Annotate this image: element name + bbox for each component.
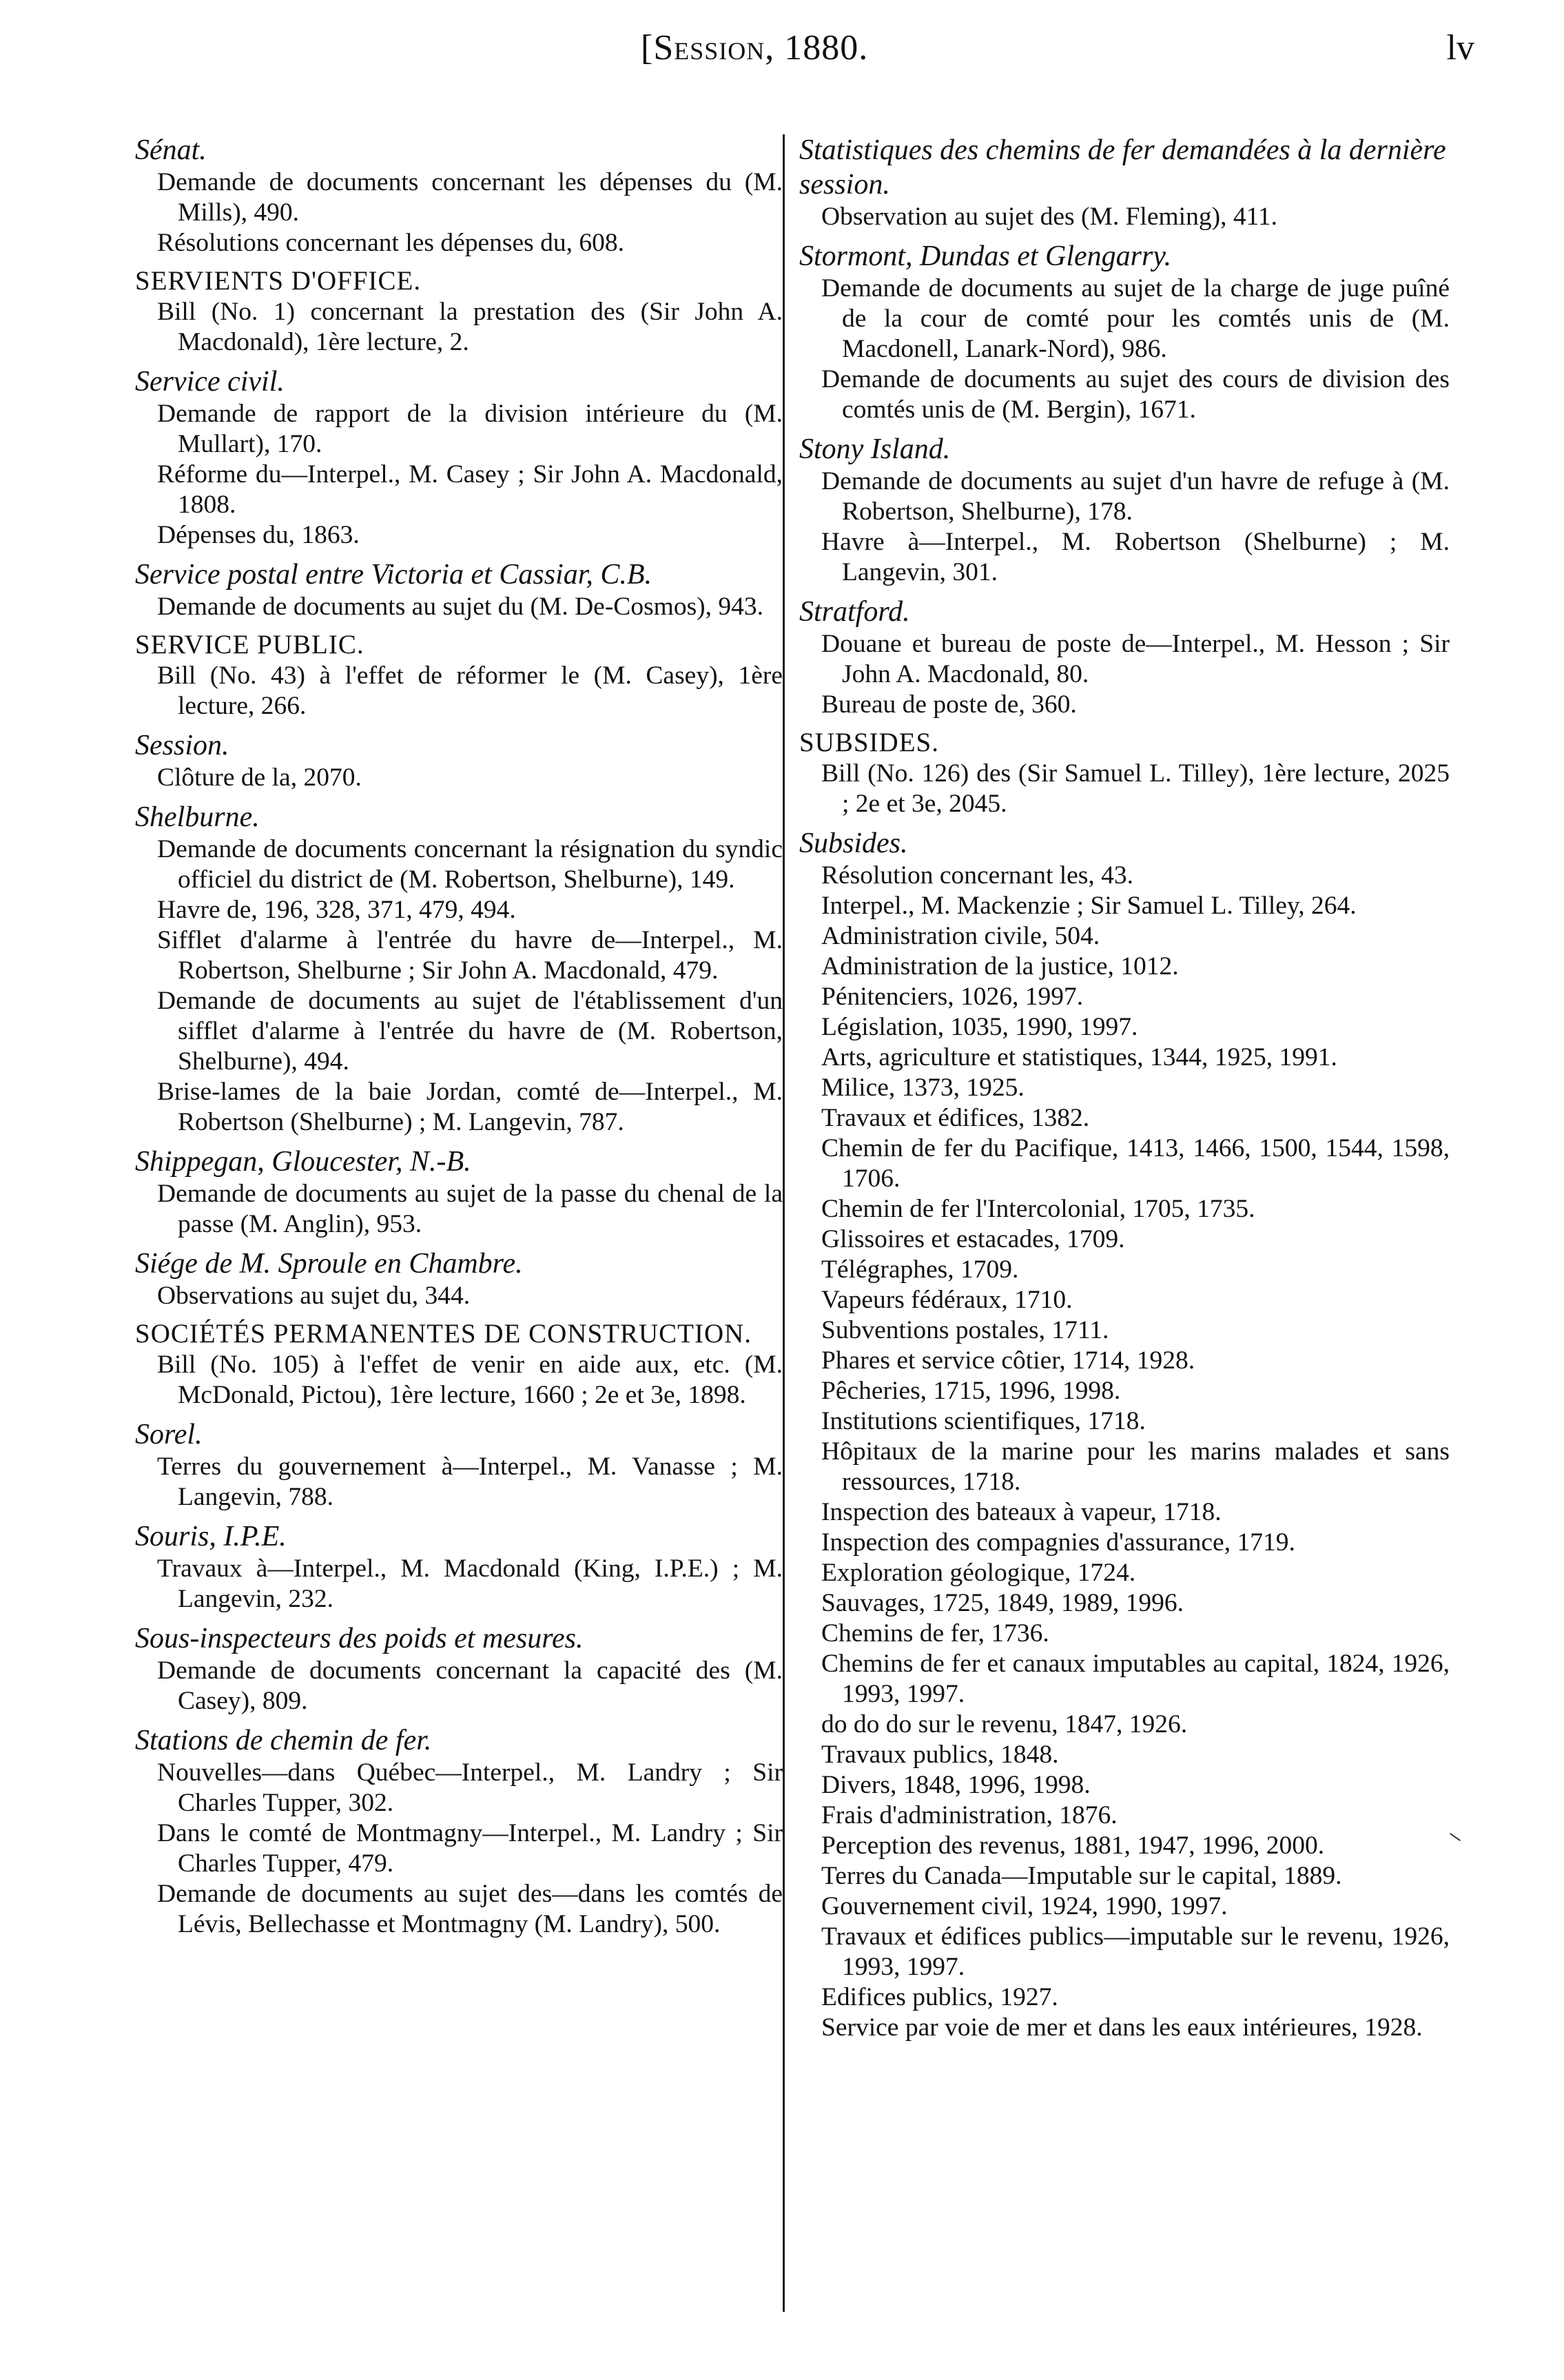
index-entry: Demande de documents concernant les dépenses du (M. Mills), 490. (157, 168, 783, 227)
index-entry: Résolutions concernant les dépenses du, 608. (157, 229, 624, 257)
index-entry: Réforme du—Interpel., M. Casey ; Sir John A. Macdonald, 1808. (157, 460, 783, 519)
index-entry: Demande de rapport de la division intérieure du (M. Mullart), 170. (157, 400, 783, 458)
index-entry: Brise-lames de la baie Jordan, comté de—Interpel., M. Robertson (Shelburne) ; M. Langevin, 787. (157, 1078, 783, 1136)
index-entry: Nouvelles—dans Québec—Interpel., M. Landry ; Sir Charles Tupper, 302. (157, 1758, 783, 1817)
section-heading: Shelburne. (135, 801, 260, 833)
index-section (135, 1145, 783, 1240)
index-entry: Demande de documents au sujet de la charge de juge puîné de la cour de comté pour les comtés unis de (M. Macdonell, Lanark-Nord), 986. (821, 274, 1450, 363)
index-entry: Pêcheries, 1715, 1996, 1998. (821, 1377, 1121, 1405)
index-entry: Résolution concernant les, 43. (821, 861, 1134, 890)
section-heading: Stony Island. (799, 433, 951, 465)
index-entry: Institutions scientifiques, 1718. (821, 1407, 1146, 1435)
index-entry: Divers, 1848, 1996, 1998. (821, 1771, 1091, 1799)
index-entry: Administration civile, 504. (821, 922, 1100, 950)
index-section (799, 595, 1450, 720)
index-entry: Demande de documents au sujet du (M. De-Cosmos), 943. (157, 593, 764, 621)
index-entry: Demande de documents concernant la résignation du syndic officiel du district de (M. Robertson, Shelburne), 149. (157, 835, 783, 894)
section-heading: Stratford. (799, 596, 910, 628)
index-entry: Travaux à—Interpel., M. Macdonald (King, I.P.E.) ; M. Langevin, 232. (157, 1555, 783, 1613)
index-entry: Service par voie de mer et dans les eaux intérieures, 1928. (821, 2013, 1423, 2042)
index-section (135, 728, 783, 793)
bracket: [ (641, 28, 654, 68)
index-entry: Inspection des bateaux à vapeur, 1718. (821, 1498, 1222, 1526)
index-entry: Havre de, 196, 328, 371, 479, 494. (157, 896, 516, 924)
index-entry: Observation au sujet des (M. Fleming), 411. (821, 203, 1278, 231)
index-entry: Bureau de poste de, 360. (821, 690, 1077, 719)
index-entry: Administration de la justice, 1012. (821, 952, 1179, 981)
section-heading: Siége de M. Sproule en Chambre. (135, 1248, 523, 1280)
index-entry: Demande de documents au sujet de l'établissement d'un sifflet d'alarme à l'entrée du havre de (M. Robertson, Shelburne), 494. (157, 987, 783, 1076)
index-entry: Havre à—Interpel., M. Robertson (Shelburne) ; M. Langevin, 301. (821, 528, 1450, 586)
index-section (135, 133, 783, 258)
index-entry: Gouvernement civil, 1924, 1990, 1997. (821, 1892, 1228, 1920)
index-section (135, 1417, 783, 1512)
section-heading: Stormont, Dundas et Glengarry. (799, 240, 1172, 272)
index-section (135, 1723, 783, 1940)
index-entry: Vapeurs fédéraux, 1710. (821, 1286, 1073, 1314)
section-heading: Sénat. (135, 134, 207, 166)
index-entry: do do do sur le revenu, 1847, 1926. (821, 1710, 1188, 1738)
index-section (799, 133, 1450, 232)
index-entry: Demande de documents au sujet des cours de division des comtés unis de (M. Bergin), 1671. (821, 365, 1450, 424)
index-entry: Exploration géologique, 1724. (821, 1559, 1136, 1587)
index-entry: Glissoires et estacades, 1709. (821, 1225, 1125, 1253)
index-section (135, 365, 783, 551)
index-entry: Bill (No. 43) à l'effet de réformer le (M. Casey), 1ère lecture, 266. (157, 661, 783, 720)
section-heading: Subsides. (799, 828, 908, 859)
index-entry: Subventions postales, 1711. (821, 1316, 1109, 1344)
column-divider (783, 134, 785, 2312)
index-entry: Douane et bureau de poste de—Interpel., M. Hesson ; Sir John A. Macdonald, 80. (821, 630, 1450, 688)
index-section (135, 1621, 783, 1716)
index-entry: Demande de documents au sujet d'un havre de refuge à (M. Robertson, Shelburne), 178. (821, 467, 1450, 526)
index-entry: Observations au sujet du, 344. (157, 1282, 471, 1310)
section-heading: Shippegan, Gloucester, N.-B. (135, 1146, 471, 1178)
index-entry: Chemins de fer, 1736. (821, 1619, 1049, 1648)
index-entry: Phares et service côtier, 1714, 1928. (821, 1346, 1195, 1375)
section-heading: Service civil. (135, 366, 285, 398)
index-entry: Chemin de fer l'Intercolonial, 1705, 1735. (821, 1195, 1255, 1223)
index-entry: Travaux et édifices, 1382. (821, 1104, 1090, 1132)
index-entry: Demande de documents au sujet des—dans les comtés de Lévis, Bellechasse et Montmagny (M. Landry), 500. (157, 1880, 783, 1938)
section-heading: Session. (135, 730, 229, 761)
index-entry: Législation, 1035, 1990, 1997. (821, 1013, 1138, 1041)
index-entry: Milice, 1373, 1925. (821, 1074, 1025, 1102)
index-entry: Chemin de fer du Pacifique, 1413, 1466, 1500, 1544, 1598, 1706. (821, 1134, 1450, 1193)
index-section (799, 727, 1450, 819)
section-heading: Stations de chemin de fer. (135, 1725, 432, 1756)
index-entry: Sauvages, 1725, 1849, 1989, 1996. (821, 1589, 1184, 1617)
index-entry: Demande de documents au sujet de la passe du chenal de la passe (M. Anglin), 953. (157, 1180, 783, 1238)
section-heading: Sous-inspecteurs des poids et mesures. (135, 1623, 584, 1654)
index-entry: Frais d'administration, 1876. (821, 1801, 1118, 1829)
index-entry: Sifflet d'alarme à l'entrée du havre de—Interpel., M. Robertson, Shelburne ; Sir John A. Macdonald, 479. (157, 926, 783, 985)
stray-mark (1450, 1833, 1461, 1841)
index-section (135, 557, 783, 622)
section-heading: Service postal entre Victoria et Cassiar, C.B. (135, 559, 652, 591)
index-section (799, 239, 1450, 425)
section-heading: SERVICE PUBLIC. (135, 630, 364, 659)
index-entry: Dépenses du, 1863. (157, 521, 360, 549)
section-heading: Souris, I.P.E. (135, 1521, 287, 1552)
running-head (138, 28, 1474, 76)
index-section (135, 1519, 783, 1614)
index-entry: Edifices publics, 1927. (821, 1983, 1058, 2011)
index-entry: Dans le comté de Montmagny—Interpel., M. Landry ; Sir Charles Tupper, 479. (157, 1819, 783, 1878)
index-section (135, 1318, 783, 1410)
index-entry: Travaux publics, 1848. (821, 1741, 1059, 1769)
index-section (135, 1247, 783, 1311)
index-entry: Bill (No. 126) des (Sir Samuel L. Tilley), 1ère lecture, 2025 ; 2e et 3e, 2045. (821, 759, 1450, 818)
index-entry: Clôture de la, 2070. (157, 763, 362, 792)
running-title (641, 28, 868, 68)
section-heading: SUBSIDES. (799, 728, 939, 757)
index-section (799, 826, 1450, 2043)
section-heading: Sorel. (135, 1419, 203, 1450)
section-heading: SERVIENTS D'OFFICE. (135, 266, 422, 296)
index-entry: Hôpitaux de la marine pour les marins malades et sans ressources, 1718. (821, 1437, 1450, 1496)
index-entry: Bill (No. 105) à l'effet de venir en aide aux, etc. (M. McDonald, Pictou), 1ère lecture, 1660 ; 2e et 3e, 1898. (157, 1351, 783, 1409)
section-heading: Statistiques des chemins de fer demandées à la dernière session. (799, 134, 1446, 201)
right-column (799, 127, 1450, 2050)
page-number: lv (1446, 28, 1474, 68)
index-section (799, 432, 1450, 588)
index-entry: Arts, agriculture et statistiques, 1344, 1925, 1991. (821, 1043, 1337, 1071)
index-entry: Inspection des compagnies d'assurance, 1719. (821, 1528, 1295, 1557)
index-entry: Travaux et édifices publics—imputable sur le revenu, 1926, 1993, 1997. (821, 1922, 1450, 1981)
index-section (135, 265, 783, 358)
index-entry: Terres du Canada—Imputable sur le capital, 1889. (821, 1862, 1342, 1890)
section-heading: SOCIÉTÉS PERMANENTES DE CONSTRUCTION. (135, 1319, 752, 1348)
index-entry: Interpel., M. Mackenzie ; Sir Samuel L. Tilley, 264. (821, 892, 1357, 920)
index-entry: Bill (No. 1) concernant la prestation des (Sir John A. Macdonald), 1ère lecture, 2. (157, 298, 783, 356)
session-word: Session (653, 28, 765, 68)
session-year: , 1880. (765, 28, 869, 68)
index-entry: Perception des revenus, 1881, 1947, 1996, 2000. (821, 1832, 1325, 1860)
left-column (135, 127, 783, 1947)
index-entry: Demande de documents concernant la capacité des (M. Casey), 809. (157, 1656, 783, 1715)
index-entry: Télégraphes, 1709. (821, 1255, 1019, 1284)
index-section (135, 800, 783, 1138)
index-entry: Terres du gouvernement à—Interpel., M. Vanasse ; M. Langevin, 788. (157, 1453, 783, 1511)
index-entry: Pénitenciers, 1026, 1997. (821, 983, 1084, 1011)
index-section (135, 629, 783, 721)
index-entry: Chemins de fer et canaux imputables au capital, 1824, 1926, 1993, 1997. (821, 1650, 1450, 1708)
